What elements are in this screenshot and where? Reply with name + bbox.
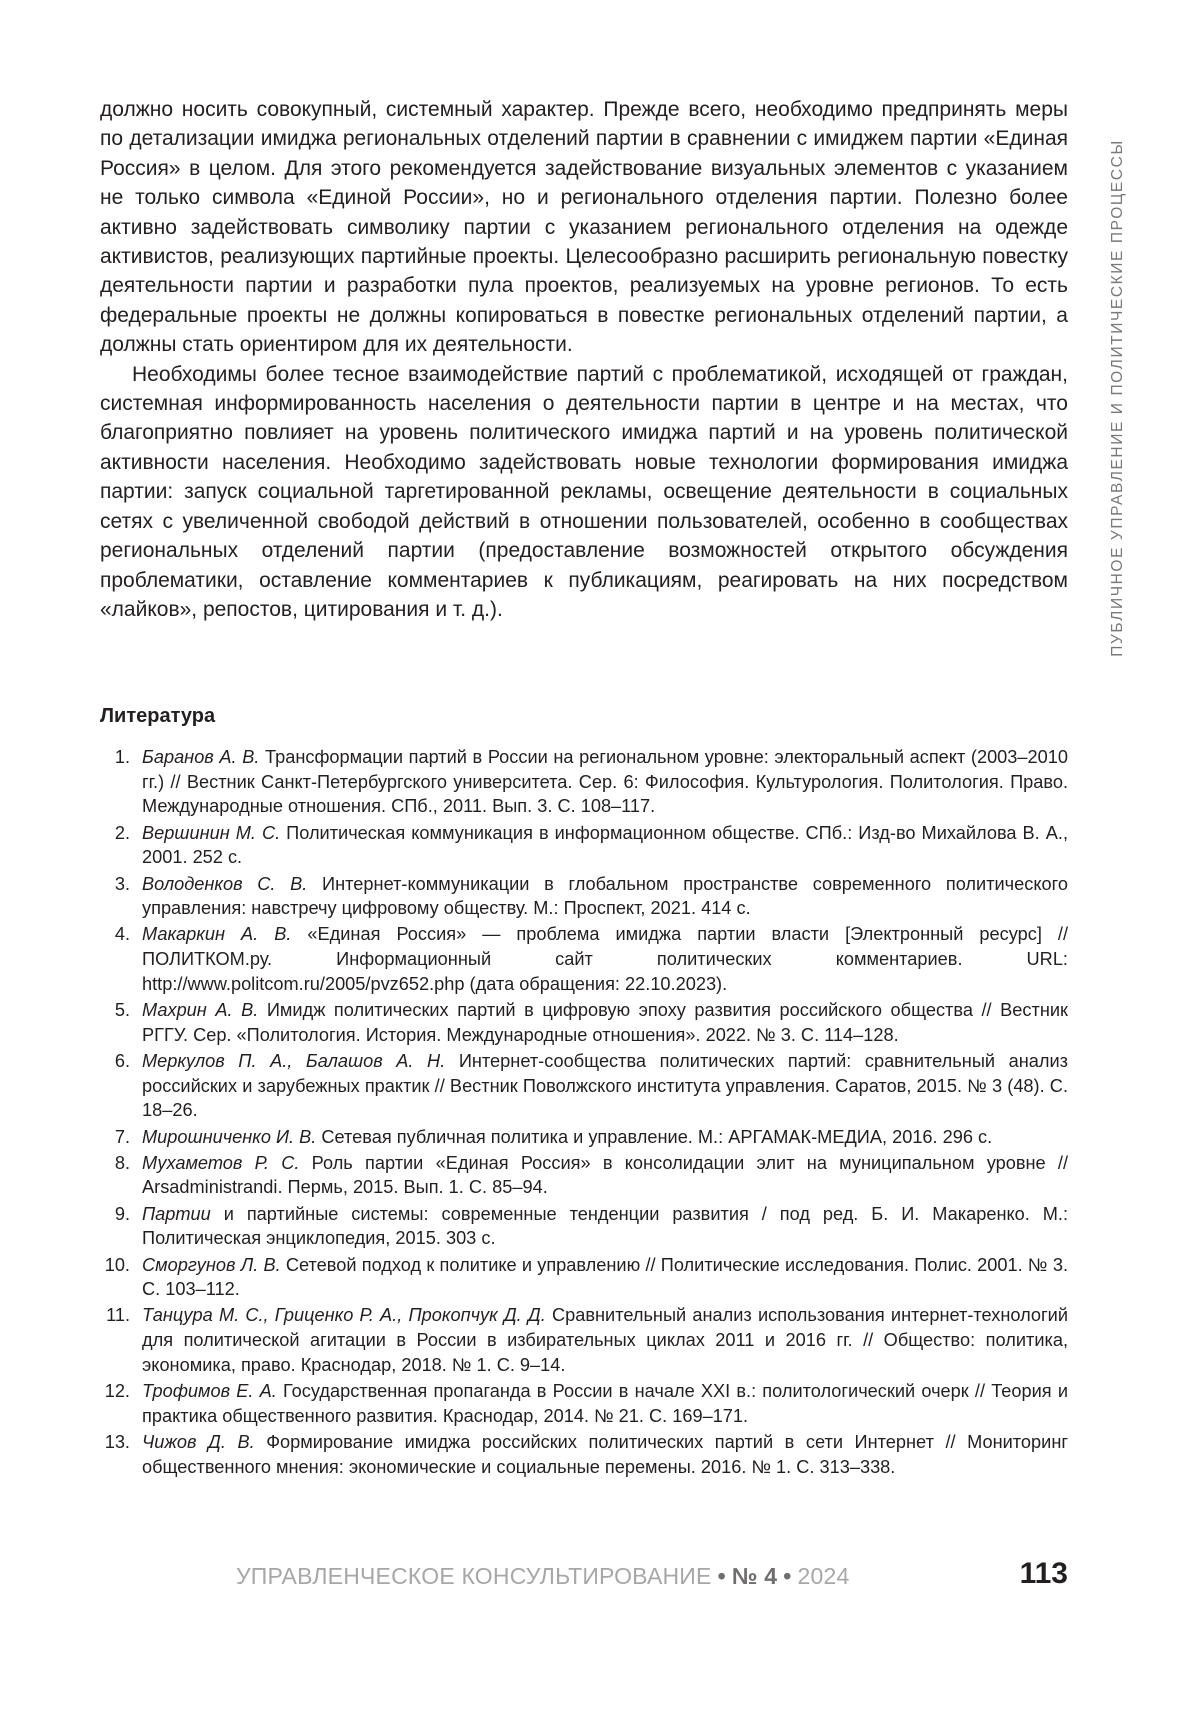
body-paragraph: Необходимы более тесное взаимодействие партий с проблематикой, исходящей от граждан, системная информированность населения о деятельности партии в центре и на местах, что благоприятно повлияет на уровень политического имиджа партий и на уровень политической активности населения. Необходимо задействовать новые технологии формирования имиджа партии: запуск социальной таргетированной рекламы, освещение деятельности в социальных сетях с увеличенной свободой действий в отношении пользователей, особенно в сообществах региональных отделений партии (предоставление возможностей открытого обсуждения проблематики, оставление комментариев к публикациям, реагировать на них посредством «лайков», репостов, цитирования и т. д.). bbox=[100, 362, 1068, 621]
reference-item bbox=[100, 1430, 1068, 1479]
reference-number: 2. bbox=[114, 822, 130, 843]
reference-text: Государственная пропаганда в России в начале XXI в.: политологический очерк // Теория и практика общественного развития. Краснодар, 2014. № 21. С. 169–171. bbox=[142, 1381, 1068, 1426]
reference-item bbox=[100, 1151, 1068, 1200]
reference-author: Махрин А. В. bbox=[142, 1000, 259, 1021]
reference-number: 7. bbox=[114, 1126, 130, 1147]
reference-item bbox=[100, 922, 1068, 996]
reference-number: 12. bbox=[104, 1381, 130, 1402]
issue-number: № 4 bbox=[731, 1563, 778, 1589]
reference-author: Меркулов П. А., Балашов А. Н. bbox=[142, 1050, 446, 1071]
reference-text: Имидж политических партий в цифровую эпоху развития российского общества // Вестник РГГУ. Сер. «Политология. История. Международные отношения». 2022. № 3. С. 114–128. bbox=[142, 1000, 1068, 1045]
reference-author: Мирошниченко И. В. bbox=[142, 1126, 317, 1147]
reference-number: 4. bbox=[114, 924, 130, 945]
reference-author: Партии bbox=[142, 1203, 211, 1224]
reference-author: Трофимов Е. А. bbox=[142, 1381, 277, 1402]
reference-item bbox=[100, 745, 1068, 819]
reference-number: 3. bbox=[114, 873, 130, 894]
body-paragraph: должно носить совокупный, системный характер. Прежде всего, необходимо предпринять меры по детализации имиджа региональных отделений партии в сравнении с имиджем партии «Единая Россия» в целом. Для этого рекомендуется задействование визуальных элементов с указанием не только символа «Единой России», но и регионального отделения партии. Полезно более активно задействовать символику партии с указанием регионального отделения на одежде активистов, реализующих партийные проекты. Целесообразно расширить региональную повестку деятельности партии и разработки пула проектов, реализуемых на уровне регионов. То есть федеральные проекты не должны копироваться в повестке региональных отделений партии, а должны стать ориентиром для их деятельности. bbox=[100, 98, 1068, 357]
reference-item bbox=[100, 998, 1068, 1047]
reference-text: Сетевой подход к политике и управлению // Политические исследования. Полис. 2001. № 3. С. 103–112. bbox=[142, 1254, 1068, 1300]
journal-year: 2024 bbox=[797, 1563, 850, 1589]
reference-author: Сморгунов Л. В. bbox=[142, 1254, 281, 1275]
reference-item bbox=[100, 821, 1068, 870]
separator-dot: • bbox=[783, 1563, 792, 1589]
reference-item bbox=[100, 1202, 1068, 1251]
reference-number: 5. bbox=[114, 1000, 130, 1021]
reference-author: Володенков С. В. bbox=[142, 873, 308, 894]
reference-text: «Единая Россия» — проблема имиджа партии власти [Электронный ресурс] // ПОЛИТКОМ.ру. Информационный сайт политических комментариев. URL: http://www.politcom.ru/2005/pvz652.php (дата обращения: 22.10.2023). bbox=[142, 924, 1068, 994]
article-body bbox=[100, 95, 1068, 624]
reference-text: Сравнительный анализ использования интернет-технологий для политической агитации в России в избирательных циклах 2011 и 2016 гг. // Общество: политика, экономика, право. Краснодар, 2018. № 1. С. 9–14. bbox=[142, 1305, 1069, 1375]
journal-name: УПРАВЛЕНЧЕСКОЕ КОНСУЛЬТИРОВАНИЕ bbox=[236, 1563, 712, 1589]
reference-text: Формирование имиджа российских политических партий в сети Интернет // Мониторинг общественного мнения: экономические и социальные перемены. 2016. № 1. С. 313–338. bbox=[142, 1431, 1068, 1477]
reference-number: 1. bbox=[114, 747, 130, 767]
running-section-title bbox=[1105, 98, 1131, 698]
reference-author: Танцура М. С., Гриценко Р. А., Прокопчук Д. Д. bbox=[142, 1305, 546, 1326]
reference-author: Чижов Д. В. bbox=[142, 1431, 255, 1452]
journal-line bbox=[236, 1563, 850, 1590]
reference-item bbox=[100, 872, 1068, 921]
literature-heading: Литература bbox=[100, 705, 216, 727]
reference-author: Макаркин А. В. bbox=[142, 924, 292, 945]
reference-item bbox=[100, 1303, 1068, 1377]
reference-author: Мухаметов Р. С. bbox=[142, 1152, 300, 1173]
reference-item bbox=[100, 1049, 1068, 1123]
reference-text: и партийные системы: современные тенденции развития / под ред. Б. И. Макаренко. М.: Политическая энциклопедия, 2015. 303 с. bbox=[142, 1203, 1068, 1249]
reference-number: 9. bbox=[114, 1203, 130, 1224]
reference-text: Интернет-сообщества политических партий: сравнительный анализ российских и зарубежных практик // Вестник Поволжского института управления. Саратов, 2015. № 3 (48). С. 18–26. bbox=[142, 1050, 1069, 1121]
reference-text: Трансформации партий в России на региональном уровне: электоральный аспект (2003–2010 гг.) // Вестник Санкт-Петербургского университета. Сер. 6: Философия. Культурология. Политология. Право. Международные отношения. СПб., 2011. Вып. 3. С. 108–117. bbox=[142, 747, 1068, 817]
reference-list bbox=[100, 745, 1068, 1481]
reference-number: 10. bbox=[104, 1254, 130, 1275]
separator-dot: • bbox=[717, 1563, 726, 1589]
page-number: 113 bbox=[1019, 1557, 1068, 1590]
reference-text: Политическая коммуникация в информационном обществе. СПб.: Изд-во Михайлова В. А., 2001. 252 с. bbox=[142, 822, 1068, 868]
reference-text: Роль партии «Единая Россия» в консолидации элит на муниципальном уровне // Arsadministrandi. Пермь, 2015. Вып. 1. С. 85–94. bbox=[142, 1152, 1068, 1198]
reference-author: Баранов А. В. bbox=[142, 747, 260, 767]
reference-item bbox=[100, 1125, 1068, 1150]
reference-number: 8. bbox=[114, 1152, 130, 1173]
page-footer bbox=[0, 1557, 1200, 1597]
reference-text: Интернет-коммуникации в глобальном пространстве современного политического управления: навстречу цифровому обществу. М.: Проспект, 2021. 414 с. bbox=[142, 873, 1068, 919]
reference-number: 13. bbox=[104, 1431, 130, 1452]
reference-number: 6. bbox=[114, 1050, 130, 1071]
reference-number: 11. bbox=[106, 1305, 130, 1326]
reference-item bbox=[100, 1379, 1068, 1428]
reference-item bbox=[100, 1253, 1068, 1302]
section-title-text: ПУБЛИЧНОЕ УПРАВЛЕНИЕ И ПОЛИТИЧЕСКИЕ ПРОЦЕССЫ bbox=[1109, 139, 1126, 657]
reference-text: Сетевая публичная политика и управление. М.: АРГАМАК-МЕДИА, 2016. 296 с. bbox=[316, 1126, 993, 1147]
reference-author: Вершинин М. С. bbox=[142, 822, 281, 843]
